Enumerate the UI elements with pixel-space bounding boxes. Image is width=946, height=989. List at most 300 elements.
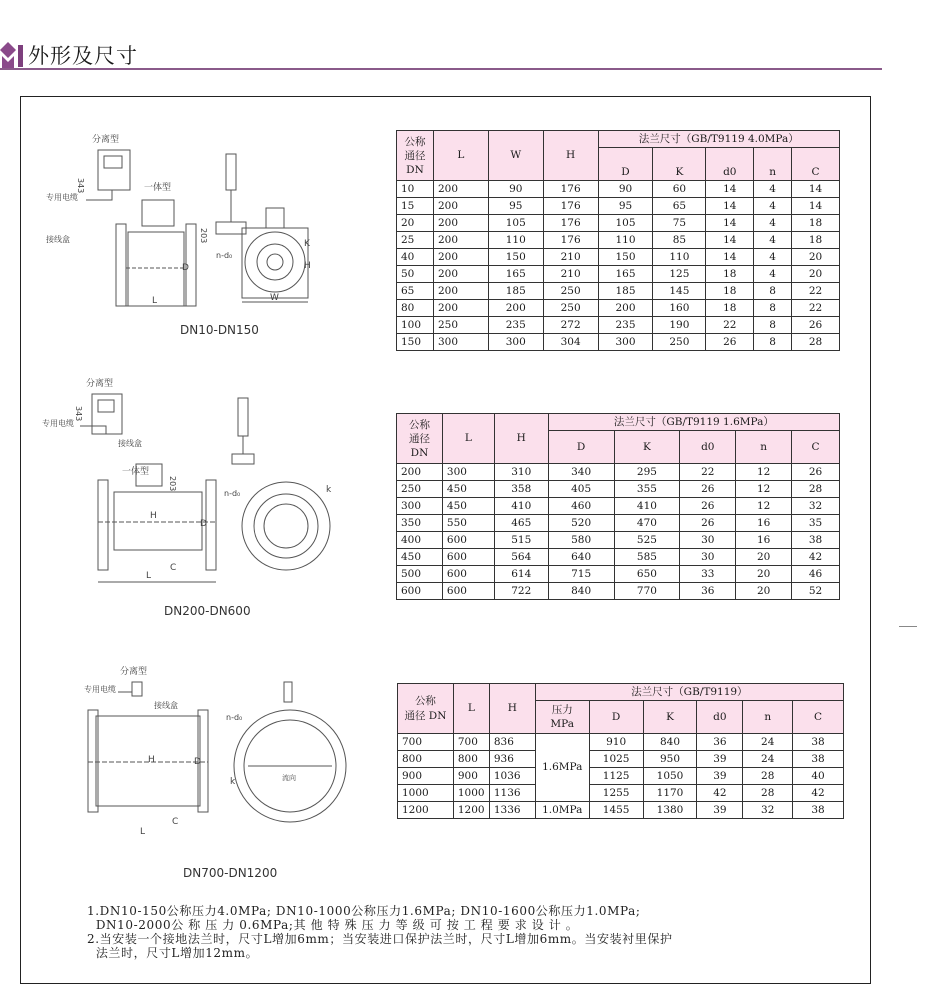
table-cell: 840 [548, 583, 614, 600]
svg-text:n-d₀: n-d₀ [216, 251, 233, 260]
table-cell: 12 [736, 481, 792, 498]
table-cell: 42 [697, 785, 743, 802]
table-cell: 145 [653, 283, 706, 300]
svg-text:L: L [152, 296, 158, 306]
table-cell: 14 [706, 198, 754, 215]
table-cell: 1025 [589, 751, 643, 768]
header-flange: 法兰尺寸（GB/T9119 4.0MPa） [598, 131, 839, 148]
table-cell: 185 [488, 283, 543, 300]
table-cell: 46 [792, 566, 840, 583]
table-row [398, 751, 844, 768]
table-cell: 520 [548, 515, 614, 532]
table-cell: 722 [494, 583, 548, 600]
note-line: 法兰时，尺寸L增加12mm。 [87, 946, 259, 960]
table-cell: 295 [614, 464, 680, 481]
svg-text:H: H [150, 511, 157, 521]
table-cell: 105 [488, 215, 543, 232]
diamond-logo-icon [0, 42, 18, 68]
table-cell: 39 [697, 802, 743, 819]
table-cell: 1255 [589, 785, 643, 802]
header-H: H [494, 414, 548, 464]
table-cell: 1125 [589, 768, 643, 785]
table-cell: 20 [792, 249, 840, 266]
table-cell: 16 [736, 515, 792, 532]
table-row [397, 515, 840, 532]
table-cell: 18 [792, 215, 840, 232]
svg-text:203: 203 [199, 228, 208, 244]
table-cell: 14 [706, 249, 754, 266]
table-cell: 1200 [453, 802, 489, 819]
header-H: H [489, 684, 535, 734]
svg-text:一体型: 一体型 [122, 467, 150, 477]
header-dn: 公称 通径 DN [397, 414, 443, 464]
table-row [398, 768, 844, 785]
table-cell: 20 [397, 215, 434, 232]
figure-caption-dn700-dn1200: DN700-DN1200 [183, 866, 278, 880]
table-cell: 355 [614, 481, 680, 498]
table-cell: 20 [792, 266, 840, 283]
header-L: L [442, 414, 494, 464]
table-cell: 640 [548, 549, 614, 566]
table-cell: 28 [792, 334, 840, 351]
table-cell: 40 [397, 249, 434, 266]
table-cell: 250 [653, 334, 706, 351]
table-cell: 12 [736, 464, 792, 481]
table-cell: 12 [736, 498, 792, 515]
table-cell: 110 [653, 249, 706, 266]
table-row [397, 232, 840, 249]
svg-text:专用电缆: 专用电缆 [42, 419, 74, 428]
table-cell: 95 [598, 198, 653, 215]
table-row [397, 481, 840, 498]
table-cell: 614 [494, 566, 548, 583]
table-cell: 26 [792, 317, 840, 334]
svg-text:专用电缆: 专用电缆 [84, 685, 116, 694]
table-cell: 22 [680, 464, 736, 481]
table-row [398, 785, 844, 802]
table-cell: 200 [488, 300, 543, 317]
table-cell: 14 [706, 215, 754, 232]
table-cell: 22 [792, 283, 840, 300]
table-cell: 950 [643, 751, 697, 768]
table-row [397, 283, 840, 300]
table-cell: 250 [433, 317, 488, 334]
table-cell: 410 [494, 498, 548, 515]
table-cell: 1.0MPa [535, 802, 589, 819]
header-L: L [453, 684, 489, 734]
table-cell: 600 [442, 549, 494, 566]
table-cell: 80 [397, 300, 434, 317]
svg-text:k: k [326, 485, 332, 495]
table-cell: 550 [442, 515, 494, 532]
table-cell: 90 [488, 181, 543, 198]
header-C: C [793, 701, 844, 734]
table-row [397, 249, 840, 266]
table-cell: 450 [442, 498, 494, 515]
spec-table-dn10-dn150 [396, 130, 840, 351]
table-cell: 900 [398, 768, 454, 785]
table-row [397, 583, 840, 600]
table-cell: 700 [398, 734, 454, 751]
table-cell: 50 [397, 266, 434, 283]
table-cell: 200 [433, 249, 488, 266]
table-cell: 75 [653, 215, 706, 232]
table-cell: 800 [398, 751, 454, 768]
table-cell: 105 [598, 215, 653, 232]
table-cell: 200 [433, 215, 488, 232]
table-cell: 42 [792, 549, 840, 566]
table-cell: 200 [433, 181, 488, 198]
table-cell: 38 [793, 751, 844, 768]
svg-text:n-d₀: n-d₀ [224, 489, 241, 498]
table-cell: 125 [653, 266, 706, 283]
table-cell: 470 [614, 515, 680, 532]
table-cell: 30 [680, 532, 736, 549]
svg-text:专用电缆: 专用电缆 [46, 193, 78, 202]
header-L: L [433, 131, 488, 181]
table-cell: 1000 [398, 785, 454, 802]
header-H: H [543, 131, 598, 181]
table-cell: 65 [653, 198, 706, 215]
table-cell: 32 [743, 802, 793, 819]
table-cell: 250 [543, 283, 598, 300]
table-cell: 358 [494, 481, 548, 498]
table-cell: 210 [543, 249, 598, 266]
table-cell: 16 [736, 532, 792, 549]
header-dn: 公称 通径 DN [398, 684, 454, 734]
table-cell: 14 [706, 232, 754, 249]
table-cell: 30 [680, 549, 736, 566]
table-row [397, 532, 840, 549]
table-cell: 176 [543, 198, 598, 215]
table-cell: 600 [442, 583, 494, 600]
svg-text:接线盒: 接线盒 [46, 235, 70, 244]
table-cell: 304 [543, 334, 598, 351]
header-accent-bar [18, 45, 23, 67]
table-cell: 200 [598, 300, 653, 317]
table-cell: 176 [543, 215, 598, 232]
table-cell: 26 [706, 334, 754, 351]
table-cell: 300 [442, 464, 494, 481]
table-cell: 110 [598, 232, 653, 249]
svg-text:接线盒: 接线盒 [154, 701, 178, 710]
table-cell: 20 [736, 549, 792, 566]
table-cell: 110 [488, 232, 543, 249]
svg-text:W: W [270, 293, 279, 303]
table-cell: 800 [453, 751, 489, 768]
table-row [397, 215, 840, 232]
svg-text:C: C [170, 563, 177, 573]
svg-text:k: k [230, 777, 236, 787]
header-d0: d0 [706, 148, 754, 181]
table-row [397, 317, 840, 334]
table-cell: 1380 [643, 802, 697, 819]
table-cell: 14 [792, 181, 840, 198]
header-K: K [643, 701, 697, 734]
table-row [397, 198, 840, 215]
figure-dn10-dn150 [36, 128, 336, 313]
table-cell: 310 [494, 464, 548, 481]
table-cell: 165 [488, 266, 543, 283]
table-cell: 39 [697, 751, 743, 768]
notes [87, 904, 673, 960]
table-cell: 1336 [489, 802, 535, 819]
svg-text:L: L [146, 571, 152, 581]
table-cell: 33 [680, 566, 736, 583]
table-cell: 235 [488, 317, 543, 334]
note-line: DN10-2000公 称 压 力 0.6MPa;其 他 特 殊 压 力 等 级 可 按 工 程 要 求 设 计 。 [87, 918, 579, 932]
table-cell: 936 [489, 751, 535, 768]
table-cell: 65 [397, 283, 434, 300]
table-cell: 400 [397, 532, 443, 549]
table-cell: 300 [598, 334, 653, 351]
table-cell: 165 [598, 266, 653, 283]
table-cell: 1200 [398, 802, 454, 819]
table-cell: 35 [792, 515, 840, 532]
table-row [397, 334, 840, 351]
table-cell: 190 [653, 317, 706, 334]
table-cell: 650 [614, 566, 680, 583]
header-n: n [736, 431, 792, 464]
side-mark [899, 626, 917, 627]
svg-text:H: H [148, 755, 155, 765]
table-row [397, 464, 840, 481]
table-cell: 836 [489, 734, 535, 751]
table-cell: 42 [793, 785, 844, 802]
spec-table-dn200-dn600 [396, 413, 840, 600]
table-cell: 4 [754, 215, 792, 232]
table-cell: 24 [743, 751, 793, 768]
table-cell: 580 [548, 532, 614, 549]
table-cell: 18 [706, 266, 754, 283]
table-row [397, 549, 840, 566]
table-cell: 500 [397, 566, 443, 583]
svg-text:分离型: 分离型 [86, 379, 114, 389]
svg-text:C: C [172, 817, 179, 827]
header-dn: 公称 通径 DN [397, 131, 434, 181]
header-C: C [792, 431, 840, 464]
table-cell: 176 [543, 232, 598, 249]
table-cell: 210 [543, 266, 598, 283]
table-cell: 564 [494, 549, 548, 566]
page-title: 外形及尺寸 [28, 44, 138, 68]
table-cell: 85 [653, 232, 706, 249]
table-cell: 36 [680, 583, 736, 600]
figure-caption-dn10-dn150: DN10-DN150 [180, 323, 259, 337]
table-cell: 465 [494, 515, 548, 532]
svg-text:接线盒: 接线盒 [118, 439, 142, 448]
table-cell: 250 [543, 300, 598, 317]
table-cell: 38 [793, 734, 844, 751]
table-cell: 28 [743, 785, 793, 802]
svg-text:n-d₀: n-d₀ [226, 713, 243, 722]
table-cell: 200 [397, 464, 443, 481]
table-cell: 525 [614, 532, 680, 549]
table-cell: 150 [598, 249, 653, 266]
table-cell: 8 [754, 283, 792, 300]
table-cell: 18 [792, 232, 840, 249]
svg-text:一体型: 一体型 [144, 183, 172, 193]
table-cell: 515 [494, 532, 548, 549]
table-cell: 28 [792, 481, 840, 498]
table-cell: 715 [548, 566, 614, 583]
table-cell: 4 [754, 249, 792, 266]
header-flange: 法兰尺寸（GB/T9119） [535, 684, 843, 701]
header-flange: 法兰尺寸（GB/T9119 1.6MPa） [548, 414, 839, 431]
table-cell: 1036 [489, 768, 535, 785]
table-cell: 185 [598, 283, 653, 300]
table-cell: 1455 [589, 802, 643, 819]
table-cell: 450 [397, 549, 443, 566]
table-cell: 18 [706, 283, 754, 300]
table-cell: 25 [397, 232, 434, 249]
svg-text:D: D [182, 263, 189, 273]
table-cell: 585 [614, 549, 680, 566]
svg-text:343: 343 [76, 178, 85, 194]
table-cell: 18 [706, 300, 754, 317]
table-cell: 28 [743, 768, 793, 785]
table-cell: 700 [453, 734, 489, 751]
table-cell: 10 [397, 181, 434, 198]
table-row [397, 566, 840, 583]
table-cell: 300 [433, 334, 488, 351]
table-cell: 95 [488, 198, 543, 215]
table-cell: 200 [433, 198, 488, 215]
table-cell: 600 [397, 583, 443, 600]
table-cell: 8 [754, 334, 792, 351]
header-C: C [792, 148, 840, 181]
table-cell: 39 [697, 768, 743, 785]
header-d0: d0 [697, 701, 743, 734]
table-cell: 38 [792, 532, 840, 549]
table-cell: 600 [442, 566, 494, 583]
table-cell: 300 [397, 498, 443, 515]
table-cell: 150 [397, 334, 434, 351]
table-cell: 1050 [643, 768, 697, 785]
table-row [397, 498, 840, 515]
table-cell: 100 [397, 317, 434, 334]
header-K: K [653, 148, 706, 181]
table-cell: 14 [706, 181, 754, 198]
table-cell: 460 [548, 498, 614, 515]
table-cell: 300 [488, 334, 543, 351]
header-pressure: 压力 MPa [535, 701, 589, 734]
svg-text:分离型: 分离型 [92, 135, 120, 145]
table-cell: 200 [433, 266, 488, 283]
table-cell: 8 [754, 317, 792, 334]
table-cell: 14 [792, 198, 840, 215]
note-line: 2.当安装一个接地法兰时，尺寸L增加6mm；当安装进口保护法兰时，尺寸L增加6mm。当安装衬里保护 [87, 932, 673, 946]
section-header [0, 36, 882, 72]
table-cell: 15 [397, 198, 434, 215]
table-cell: 235 [598, 317, 653, 334]
table-cell: 4 [754, 181, 792, 198]
table-cell: 4 [754, 266, 792, 283]
table-cell: 22 [792, 300, 840, 317]
header-D: D [548, 431, 614, 464]
table-cell: 450 [442, 481, 494, 498]
header-n: n [743, 701, 793, 734]
table-cell: 150 [488, 249, 543, 266]
svg-text:343: 343 [74, 406, 83, 422]
table-cell: 340 [548, 464, 614, 481]
table-cell: 600 [442, 532, 494, 549]
svg-text:分离型: 分离型 [120, 667, 148, 677]
table-cell: 176 [543, 181, 598, 198]
table-row [398, 802, 844, 819]
svg-text:203: 203 [168, 476, 177, 492]
table-row [398, 734, 844, 751]
table-cell: 770 [614, 583, 680, 600]
table-cell: 26 [680, 481, 736, 498]
table-cell: 24 [743, 734, 793, 751]
table-cell: 52 [792, 583, 840, 600]
svg-text:K: K [304, 239, 310, 249]
table-cell: 90 [598, 181, 653, 198]
table-cell: 1000 [453, 785, 489, 802]
table-cell: 22 [706, 317, 754, 334]
svg-text:D: D [200, 519, 207, 529]
table-cell: 900 [453, 768, 489, 785]
note-line: 1.DN10-150公称压力4.0MPa; DN10-1000公称压力1.6MPa; DN10-1600公称压力1.0MPa; [87, 904, 641, 918]
table-cell: 20 [736, 583, 792, 600]
pressure-cell: 1.6MPa [535, 734, 589, 802]
table-cell: 32 [792, 498, 840, 515]
header-n: n [754, 148, 792, 181]
table-cell: 250 [397, 481, 443, 498]
table-cell: 1136 [489, 785, 535, 802]
header-W: W [488, 131, 543, 181]
table-cell: 410 [614, 498, 680, 515]
table-cell: 910 [589, 734, 643, 751]
table-cell: 38 [793, 802, 844, 819]
svg-text:D: D [194, 757, 201, 767]
spec-table-dn700-dn1200 [397, 683, 844, 819]
table-cell: 200 [433, 300, 488, 317]
figure-caption-dn200-dn600: DN200-DN600 [164, 604, 251, 618]
table-cell: 160 [653, 300, 706, 317]
table-cell: 350 [397, 515, 443, 532]
table-cell: 26 [680, 498, 736, 515]
header-d0: d0 [680, 431, 736, 464]
table-row [397, 300, 840, 317]
table-cell: 8 [754, 300, 792, 317]
table-cell: 36 [697, 734, 743, 751]
figure-dn200-dn600 [40, 376, 350, 596]
table-cell: 200 [433, 232, 488, 249]
table-cell: 40 [793, 768, 844, 785]
table-cell: 272 [543, 317, 598, 334]
table-cell: 20 [736, 566, 792, 583]
table-cell: 26 [792, 464, 840, 481]
table-cell: 200 [433, 283, 488, 300]
table-cell: 405 [548, 481, 614, 498]
table-row [397, 181, 840, 198]
header-rule [0, 68, 882, 70]
svg-text:L: L [140, 827, 146, 837]
table-cell: 60 [653, 181, 706, 198]
table-cell: 4 [754, 232, 792, 249]
table-cell: 26 [680, 515, 736, 532]
svg-text:流向: 流向 [282, 774, 296, 782]
table-cell: 1170 [643, 785, 697, 802]
table-cell: 4 [754, 198, 792, 215]
table-cell: 840 [643, 734, 697, 751]
table-row [397, 266, 840, 283]
header-D: D [598, 148, 653, 181]
header-K: K [614, 431, 680, 464]
header-D: D [589, 701, 643, 734]
